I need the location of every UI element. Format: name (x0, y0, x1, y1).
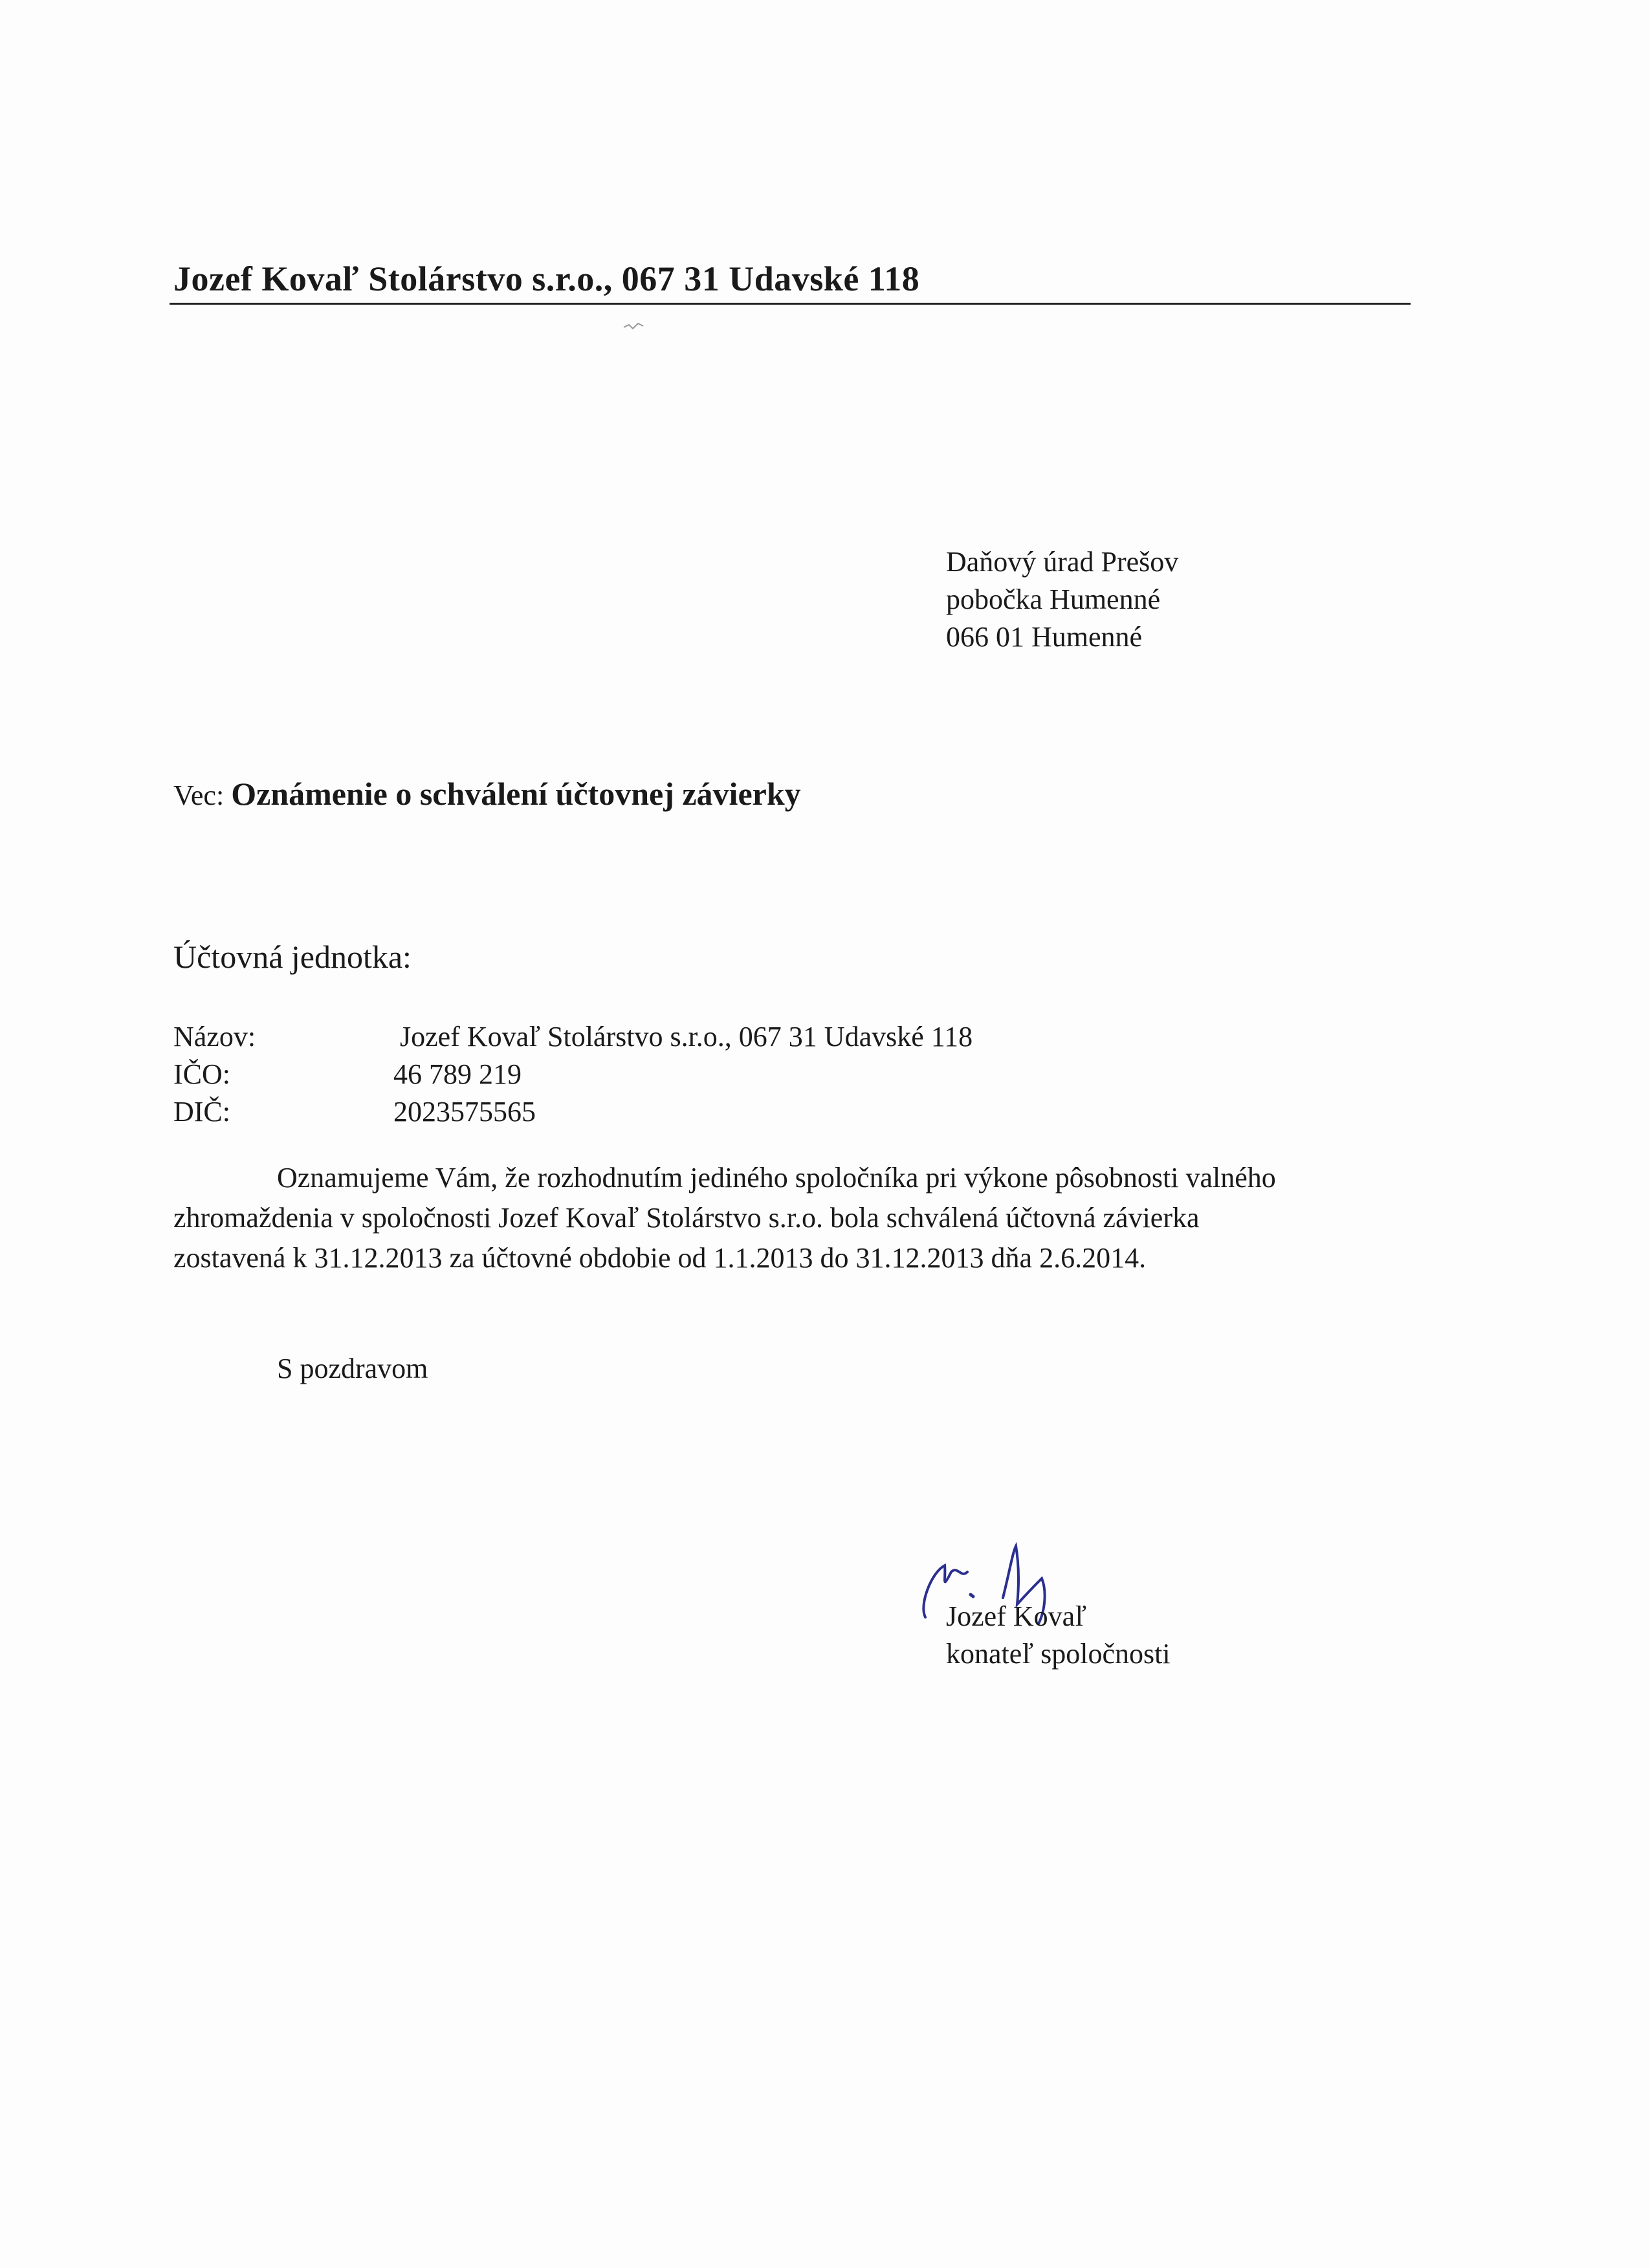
signatory-role: konateľ spoločnosti (946, 1638, 1171, 1670)
recipient-line-postal: 066 01 Humenné (946, 621, 1143, 653)
entity-value: 2023575565 (393, 1096, 536, 1128)
signature-block (946, 1598, 1171, 1673)
entity-value: 46 789 219 (393, 1058, 522, 1090)
entity-label: DIČ: (173, 1096, 230, 1128)
entity-label: Názov: (173, 1021, 256, 1052)
scan-speck (621, 318, 647, 334)
body-paragraph: Oznamujeme Vám, že rozhodnutím jediného spoločníka pri výkone pôsobnosti valného zhromaždenia v spoločnosti Jozef Kovaľ Stolárstvo s.r.o. bola schválená účtovná závierka zostavená k 31.12.2013 za účtovné obdobie od 1.1.2013 do 31.12.2013 dňa 2.6.2014. (173, 1162, 1276, 1274)
recipient-line-office: Daňový úrad Prešov (946, 546, 1179, 578)
recipient-address (946, 543, 1178, 656)
letterhead-divider (170, 303, 1411, 305)
letterhead-title: Jozef Kovaľ Stolárstvo s.r.o., 067 31 Udavské 118 (173, 259, 920, 298)
subject-text: Oznámenie o schválení účtovnej závierky (231, 776, 801, 812)
entity-value: Jozef Kovaľ Stolárstvo s.r.o., 067 31 Udavské 118 (400, 1021, 973, 1052)
closing-greeting: S pozdravom (277, 1353, 428, 1384)
entity-heading: Účtovná jednotka: (173, 939, 412, 975)
subject-label: Vec: (173, 780, 232, 811)
signatory-name: Jozef Kovaľ (946, 1600, 1087, 1632)
entity-label: IČO: (173, 1058, 230, 1090)
subject-line (173, 775, 801, 812)
recipient-line-branch: pobočka Humenné (946, 583, 1161, 615)
